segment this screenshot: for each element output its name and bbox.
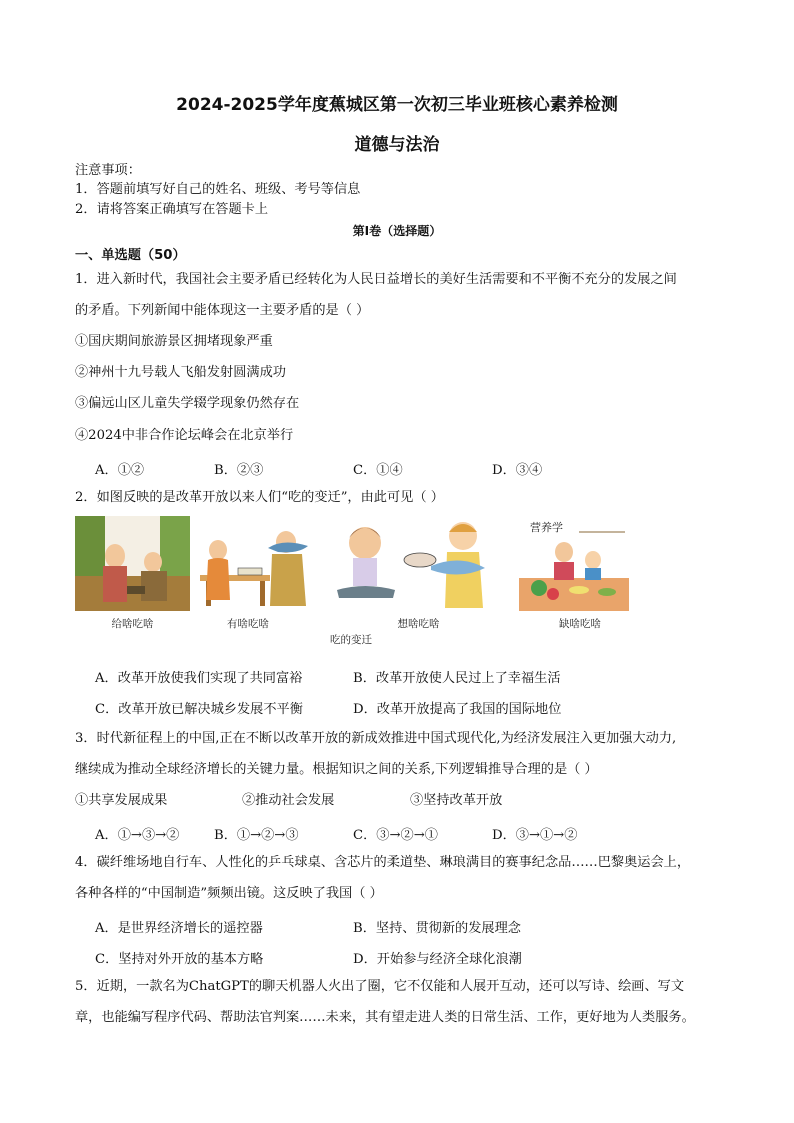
- q1-option-b[interactable]: B．②③: [214, 463, 264, 478]
- q2-option-c[interactable]: C．改革开放已解决城乡发展不平衡: [95, 702, 303, 717]
- subject-title: 道德与法治: [354, 135, 440, 155]
- q5-stem-line1: 5．近期，一款名为ChatGPT的聊天机器人火出了圈，它不仅能和人展开互动，还可以写诗、绘画、写文: [75, 979, 685, 994]
- q4-option-b[interactable]: B．坚持、贯彻新的发展理念: [353, 921, 521, 936]
- figure-label-1: 给啥吃啥: [111, 618, 154, 630]
- notice-item: 1．答题前填写好自己的姓名、班级、考号等信息: [75, 182, 361, 197]
- figure-label-4: 缺啥吃啥: [559, 618, 601, 630]
- q3-item: ②推动社会发展: [242, 793, 335, 808]
- figure-panel-3: [335, 518, 490, 613]
- q1-item: ②神州十九号载人飞船发射圆满成功: [75, 365, 286, 380]
- q4-option-c[interactable]: C．坚持对外开放的基本方略: [95, 952, 264, 967]
- q3-option-b[interactable]: B．①→②→③: [214, 828, 299, 843]
- q1-stem-line2: 的矛盾。下列新闻中能体现这一主要矛盾的是（ ）: [75, 303, 370, 318]
- exam-title: 2024-2025学年度蕉城区第一次初三毕业班核心素养检测: [176, 95, 618, 115]
- q1-item: ④2024中非合作论坛峰会在北京举行: [75, 428, 294, 443]
- volume-title: 第Ⅰ卷（选择题）: [352, 224, 442, 238]
- notice-heading: 注意事项：: [75, 163, 141, 178]
- q3-item: ③坚持改革开放: [410, 793, 503, 808]
- section-title: 一、单选题（50）: [75, 248, 186, 263]
- q1-stem-line1: 1．进入新时代，我国社会主要矛盾已经转化为人民日益增长的美好生活需要和不平衡不充分的发展之间: [75, 272, 677, 287]
- figure-label-3: 想啥吃啥: [397, 618, 440, 630]
- q4-option-d[interactable]: D．开始参与经济全球化浪潮: [353, 952, 522, 967]
- q3-item: ①共享发展成果: [75, 793, 168, 808]
- q4-stem-line1: 4．碳纤维场地自行车、人性化的乒乓球桌、含芯片的柔道垫、琳琅满目的赛事纪念品……巴黎奥运会上，: [75, 855, 691, 870]
- q3-option-d[interactable]: D．③→①→②: [492, 828, 578, 843]
- q2-stem: 2．如图反映的是改革开放以来人们“吃的变迁”，由此可见（ ）: [75, 490, 444, 505]
- q3-option-c[interactable]: C．③→②→①: [353, 828, 438, 843]
- q4-stem-line2: 各种各样的“中国制造”频频出镜。这反映了我国（ ）: [75, 886, 383, 901]
- q2-option-a[interactable]: A．改革开放使我们实现了共同富裕: [95, 671, 303, 686]
- figure-panel-1: [75, 516, 190, 611]
- figure-sign: 营养学: [530, 521, 563, 534]
- q1-option-c[interactable]: C．①④: [353, 463, 403, 478]
- q3-stem-line2: 继续成为推动全球经济增长的关键力量。根据知识之间的关系,下列逻辑推导合理的是（ ）: [75, 762, 598, 777]
- q1-item: ③偏远山区儿童失学辍学现象仍然存在: [75, 396, 300, 411]
- q4-option-a[interactable]: A．是世界经济增长的遥控器: [95, 921, 263, 936]
- q2-option-b[interactable]: B．改革开放使人民过上了幸福生活: [353, 671, 561, 686]
- q2-option-d[interactable]: D．改革开放提高了我国的国际地位: [353, 702, 562, 717]
- figure-label-2: 有啥吃啥: [227, 618, 269, 630]
- q3-option-a[interactable]: A．①→③→②: [95, 828, 180, 843]
- q3-stem-line1: 3．时代新征程上的中国,正在不断以改革开放的新成效推进中国式现代化,为经济发展注入更加强大动力,: [75, 731, 677, 746]
- q1-item: ①国庆期间旅游景区拥堵现象严重: [75, 334, 273, 349]
- figure-title: 吃的变迁: [330, 634, 372, 646]
- notice-item: 2．请将答案正确填写在答题卡上: [75, 202, 269, 217]
- q1-option-a[interactable]: A．①②: [95, 463, 145, 478]
- q5-stem-line2: 章，也能编写程序代码、帮助法官判案……未来，其有望走进人类的日常生活、工作，更好地为人类服务。: [75, 1010, 695, 1025]
- q1-option-d[interactable]: D．③④: [492, 463, 543, 478]
- figure-panel-2: [198, 520, 318, 612]
